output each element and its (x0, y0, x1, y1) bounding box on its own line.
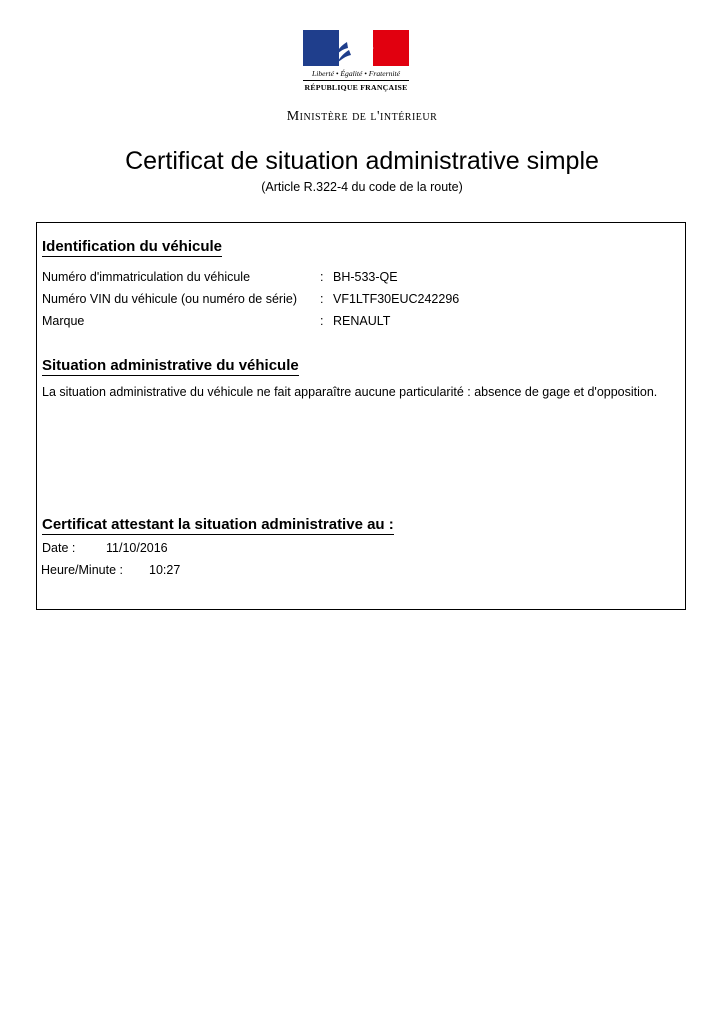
situation-description: La situation administrative du véhicule ne fait apparaître aucune particularité : absence de gage et d'opposition. (42, 385, 658, 399)
certificate-heading: Certificat attestant la situation administrative au : (42, 516, 394, 533)
registration-number-colon: : (320, 270, 324, 284)
ministry-name: Ministère de l'intérieur (286, 109, 438, 124)
date-value: 11/10/2016 (106, 541, 168, 555)
marianne-profile-icon (331, 30, 381, 66)
document-title: Certificat de situation administrative simple (125, 147, 599, 175)
logo-divider (303, 80, 409, 81)
republique-francaise-logo (303, 30, 409, 94)
registration-number-label: Numéro d'immatriculation du véhicule (42, 270, 251, 284)
republic-name: RÉPUBLIQUE FRANÇAISE (304, 83, 408, 92)
time-label: Heure/Minute : (41, 563, 123, 577)
situation-heading: Situation administrative du véhicule (42, 357, 299, 374)
date-label: Date : (42, 541, 76, 555)
document-subtitle: (Article R.322-4 du code de la route) (261, 180, 463, 194)
registration-number-value: BH-533-QE (333, 270, 398, 284)
brand-colon: : (320, 314, 324, 328)
vin-number-value: VF1LTF30EUC242296 (333, 292, 460, 306)
vin-number-colon: : (320, 292, 324, 306)
brand-value: RENAULT (333, 314, 391, 328)
vin-number-label: Numéro VIN du véhicule (ou numéro de série) (42, 292, 297, 306)
time-value: 10:27 (149, 563, 181, 577)
brand-label: Marque (42, 314, 85, 328)
french-flag-emblem (303, 30, 409, 66)
republic-motto: Liberté • Égalité • Fraternité (312, 69, 400, 78)
identification-heading: Identification du véhicule (42, 238, 223, 255)
